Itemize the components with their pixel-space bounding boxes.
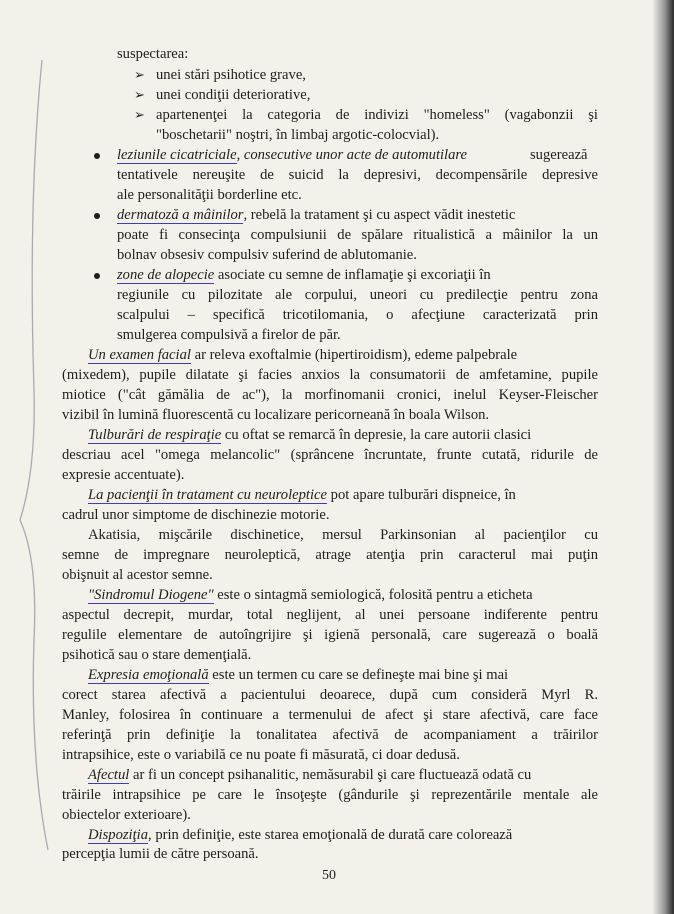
resp-term: Tulburări de respiraţie xyxy=(88,427,222,443)
bullet3-line2: regiunile cu pilozitate ale corpului, uneori cu predilecţie pentru zona xyxy=(117,287,598,303)
dispozitia-line2: percepţia lumii de către persoană. xyxy=(62,846,259,862)
arrow-bullet-icon: ➢ xyxy=(134,107,145,122)
afect-term: Afectul xyxy=(88,767,130,783)
afect-line3: obiectelor exterioare). xyxy=(62,807,191,823)
facial-line4: vizibil în lumină fluorescentă cu localizare pericorneană în boala Wilson. xyxy=(62,407,490,423)
facial-line2: (mixedem), pupile dilatate şi facies anxios la consumatorii de amfetamine, pupile xyxy=(62,367,598,383)
bullet3-rest: asociate cu semne de inflamaţie şi excoriaţii în xyxy=(214,267,491,283)
bullet2-rest: , rebelă la tratament şi cu aspect vădit inestetic xyxy=(243,207,516,223)
afect-line1 xyxy=(88,766,531,784)
intro-line: suspectarea: xyxy=(117,46,189,62)
neuro-rest: pot apare tulburări dispneice, în xyxy=(327,487,516,503)
diogene-line4: psihotică sau o stare demenţială. xyxy=(62,647,252,663)
afect-line2: trăirile intrapsihice pe care le însoţeşte (gândurile şi reprezentările mentale ale xyxy=(62,787,598,803)
dispozitia-line1 xyxy=(88,826,512,844)
bullet2-term: dermatoză a mâinilor xyxy=(117,207,244,223)
expresia-line2: corect starea afectivă a pacientului deoarece, după cum consideră Myrl R. xyxy=(62,687,598,703)
expresia-line4: referinţă prin definiţie la tonalitatea afectivă de acompaniament a trăirilor xyxy=(62,727,598,743)
sub-item: unei stări psihotice grave, xyxy=(156,67,306,83)
bullet2-line2: poate fi consecinţa compulsiunii de spălare ritualistică a mâinilor la un xyxy=(117,227,598,243)
bullet-dot-icon xyxy=(94,153,100,159)
bullet1-term: leziunile cicatriciale xyxy=(117,147,237,163)
bullet2-line3: bolnav obsesiv compulsiv suferind de ablutomanie. xyxy=(117,247,417,263)
bullet1-line1 xyxy=(117,146,467,164)
bullet-dot-icon xyxy=(94,213,100,219)
diogene-line3: regulile elementare de autoîngrijire şi igienă personală, care sugerează o boală xyxy=(62,627,598,643)
bullet1-line3: ale personalităţii borderline etc. xyxy=(117,187,302,203)
expresia-term: Expresia emoţională xyxy=(88,667,209,683)
neuro-line2: cadrul unor simptome de dischinezie motorie. xyxy=(62,507,330,523)
bullet-dot-icon xyxy=(94,273,100,279)
bullet3-line1 xyxy=(117,266,491,284)
akat-line3: obişnuit al acestor semne. xyxy=(62,567,213,583)
neuro-line1 xyxy=(88,486,516,504)
bullet3-line4: smulgerea compulsivă a firelor de păr. xyxy=(117,327,341,343)
facial-term: Un examen facial xyxy=(88,347,191,363)
resp-rest: cu oftat se remarcă în depresie, la care autorii clasici xyxy=(221,427,532,443)
diogene-line2: aspectul decrepit, murdar, total neglijent, al unei persoane indiferente pentru xyxy=(62,607,598,623)
akat-line1: Akatisia, mişcările dischinetice, mersul Parkinsonian al pacienţilor cu xyxy=(88,527,598,543)
facial-line3: miotice ("cât gămălia de ac"), la morfinomanii cronici, inelul Keyser-Fleischer xyxy=(62,387,598,403)
neuro-term: La pacienţii în tratament cu neuroleptice xyxy=(88,487,327,503)
sub-item: "boschetarii" noştri, în limbaj argotic-colocvial). xyxy=(156,127,440,143)
bullet1-tail: sugerează xyxy=(530,147,588,163)
facial-rest: ar releva exoftalmie (hipertiroidism), edeme palpebrale xyxy=(190,347,518,363)
diogene-term: "Sindromul Diogene" xyxy=(88,587,214,603)
expresia-line3: Manley, folosirea în continuare a termenului de afect şi stare afectivă, care face xyxy=(62,707,598,723)
dispozitia-term: Dispoziţia xyxy=(88,827,149,843)
akat-line2: semne de impregnare neuroleptică, atrage atenţia prin caracterul mai puţin xyxy=(62,547,598,563)
resp-line3: expresie accentuate). xyxy=(62,467,185,483)
expresia-rest: este un termen cu care se defineşte mai bine şi mai xyxy=(208,667,509,683)
sub-item: apartenenţei la categoria de indivizi "homeless" (vagabonzii şi xyxy=(156,107,598,123)
arrow-bullet-icon: ➢ xyxy=(134,87,145,102)
bullet1-line2: tentativele nereuşite de suicid la depresivi, decompensările depresive xyxy=(117,167,598,183)
bullet1-rest: , consecutive unor acte de automutilare xyxy=(236,147,468,163)
diogene-line1 xyxy=(88,586,533,604)
arrow-bullet-icon: ➢ xyxy=(134,67,145,82)
afect-rest: ar fi un concept psihanalitic, nemăsurabil şi care fluctuează odată cu xyxy=(129,767,532,783)
bullet3-term: zone de alopecie xyxy=(117,267,215,283)
sub-item: unei condiţii deteriorative, xyxy=(156,87,311,103)
dispozitia-rest: , prin definiţie, este starea emoţională de durată care colorează xyxy=(148,827,513,843)
expresia-line1 xyxy=(88,666,508,684)
resp-line1 xyxy=(88,426,531,444)
diogene-rest: este o sintagmă semiologică, folosită pentru a eticheta xyxy=(213,587,533,603)
bullet3-line3: scalpului – specifică tricotilomania, o afecţiune caracterizată prin xyxy=(117,307,598,323)
resp-line2: descriau acel "omega melancolic" (sprâncene încruntate, frunte cutată, ridurile de xyxy=(62,447,598,463)
facial-line1 xyxy=(88,346,517,364)
expresia-line5: intrapsihice, este o variabilă ce nu poate fi măsurată, ci doar dedusă. xyxy=(62,747,460,763)
bullet2-line1 xyxy=(117,206,515,224)
page-number: 50 xyxy=(322,868,336,883)
